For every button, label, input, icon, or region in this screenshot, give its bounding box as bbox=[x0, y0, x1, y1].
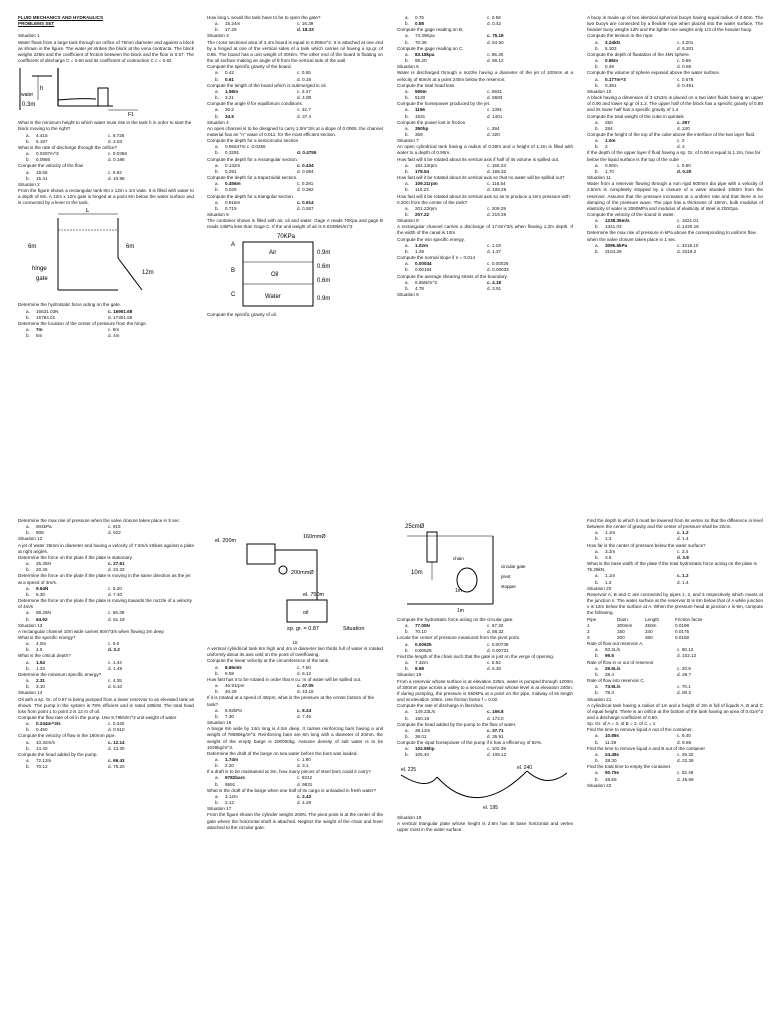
question: Compute the depth of floatation of the 4kN sphere. bbox=[587, 51, 690, 57]
option-row: b. 0.88 d. 0.42 bbox=[405, 21, 502, 27]
question: Determine the draft of the barge on sea water before the bars was loaded. bbox=[207, 750, 358, 756]
option-row: a. 16631.03N c. 16951.68 bbox=[26, 308, 133, 314]
option-row: a. 0.00044 c. 0.00029 bbox=[405, 261, 509, 267]
situation-heading: 15 bbox=[292, 640, 298, 645]
question: Find the total time to empty the container. bbox=[587, 764, 672, 770]
column-8 bbox=[587, 518, 763, 789]
situation-heading: Situation 14 bbox=[18, 690, 43, 696]
question: Compute the power lost in friction bbox=[397, 119, 466, 125]
option-row: a. 1.02m c. 1.19 bbox=[405, 242, 501, 248]
option-row: b. 70.10 d. 56.32 bbox=[405, 629, 504, 635]
fig-d3-label: 12m bbox=[142, 270, 154, 277]
question: Rate of flow into reservoir C. bbox=[587, 678, 645, 684]
option-row: b. 4.5 d. 3.2 bbox=[26, 647, 120, 653]
question: What is the critical depth? bbox=[18, 653, 71, 659]
option-row: b. 0.391 d. 0.491 bbox=[595, 82, 694, 88]
option-row: b. 36.01 d. 35.91 bbox=[405, 733, 504, 739]
option-row: b. 7.30 d. 7.45 bbox=[215, 713, 312, 719]
option-row: a. 0.50m c. 0.60 bbox=[595, 162, 691, 168]
option-row: a. 10.88s c. 9.40 bbox=[595, 733, 691, 739]
fig-hinge-label: hinge bbox=[32, 266, 47, 273]
situation-heading: Situation 16 bbox=[207, 720, 232, 726]
option-row: b. 1341.03 d. 1420.18 bbox=[595, 224, 699, 230]
situation-text: A jet of water 25mm in diameter and having a velocity of 7.5m/s strikes against a plate at right angles. bbox=[18, 542, 194, 554]
situation-heading: Situation 18 bbox=[397, 672, 422, 678]
option-row: a. 0.244m^3/s c. 0.340 bbox=[26, 721, 125, 727]
option-row: a. 904kPa c. 915 bbox=[26, 524, 121, 530]
question: Compute the height of the top of the cube above the interface of the two layer fluid. bbox=[587, 131, 756, 137]
situation-text: A rectangular channel carries a discharge of 17.6m^3/s when flowing 1.2m depth. If the width of the canal is 10m bbox=[397, 224, 573, 236]
question: How fast has it to be rotated in order that 6 cu. m of water will be spilled out. bbox=[207, 676, 362, 682]
situation-text: A vertical cylindrical tank 6m high and 4m in diameter two thirds full of water is rotated uniformly about its axis until on the point of overflowing. bbox=[207, 646, 383, 658]
question: Compute the horsepower produced by the jet. bbox=[397, 101, 491, 107]
question: Compute the total weight of the cube in quintals bbox=[587, 113, 684, 119]
question: Compute the rate of discharge in liters/sec. bbox=[397, 703, 485, 709]
option-row: b. 178.54 d. 168.32 bbox=[405, 168, 507, 174]
question: Find the time to remove liquid A out of the container. bbox=[587, 727, 693, 733]
question: If the depth of the upper layer if fluid having a sp. Gr. of 0.90 is equal to 1.2m, how far below the liquid surface is the top of the cube bbox=[587, 150, 761, 162]
option-row: b. 95.20 d. 86.12 bbox=[405, 58, 504, 64]
valley-pipe-figure bbox=[397, 761, 573, 813]
option-row: a. 7.32m c. 5.92 bbox=[405, 660, 501, 666]
option-row: b. 1.3 d. 1.4 bbox=[595, 579, 689, 585]
fig-height-label: 10m bbox=[411, 570, 423, 576]
option-row: a. 1.54 c. 1.44 bbox=[26, 659, 122, 665]
fig-gate-label: circular gate bbox=[501, 564, 526, 569]
option-row: b. 3.6 d. 3.8 bbox=[595, 554, 689, 560]
option-row: a. 93.2L/s c. 90.12 bbox=[595, 647, 694, 653]
option-row: a. 3095.5kPa c. 3219.10 bbox=[595, 242, 699, 248]
option-row: b. 0.450 d. 0.510 bbox=[26, 727, 125, 733]
doc-title: FLUID MECHANICS AND HYDRAULICS bbox=[18, 15, 104, 20]
question: What is the minimum height to which water must rise in the tank h in order to start the block moving to the right? bbox=[18, 120, 192, 132]
option-row: a. 1.1m c. 1.2 bbox=[595, 530, 689, 536]
option-row: a. 7m c. 6m bbox=[26, 327, 120, 333]
option-row: a. 0.0297m^3 c. 0.0356 bbox=[26, 151, 127, 157]
fig-elev-195: el. 195 bbox=[483, 804, 499, 811]
option-row: b. 5120 d. 5683 bbox=[405, 95, 503, 101]
question: Determine the max rise of pressure when the valve closure takes place in 5 sec bbox=[18, 518, 180, 523]
option-row: b. 3 d. 4 bbox=[595, 144, 685, 150]
fig-d-label: 0.3m bbox=[22, 102, 36, 109]
question: Compute the volume of sphere exposed above the water surface. bbox=[587, 70, 721, 76]
option-row: b. 359 d. 320 bbox=[405, 131, 500, 137]
option-row: a. 25.6L/s c. 20.9 bbox=[595, 665, 691, 671]
situation-heading: Situation 22 bbox=[587, 782, 612, 788]
option-row: a. 73.9L/s c. 70.1 bbox=[595, 684, 691, 690]
fig-dim-3: 0.6m bbox=[317, 278, 331, 285]
question: Compute the velocity of the sound in water. bbox=[587, 212, 675, 217]
question: Compute the min specific energy. bbox=[397, 236, 465, 242]
option-row: b. 15784.01 d. 17301.58 bbox=[26, 314, 133, 320]
column-5 bbox=[18, 518, 194, 770]
option-row: a. 4.0m c. 5.0 bbox=[26, 641, 120, 647]
option-row: b. 207.22 d. 219.39 bbox=[405, 212, 507, 217]
fig-gate-label: gate bbox=[36, 276, 48, 283]
question: Compute the flow rate of oil in the pump. Use 9.79kN/m^3 unit weight of water bbox=[18, 715, 177, 720]
option-row: a. 0.86m c. 0.69 bbox=[595, 58, 691, 64]
option-row: a. 250 c. 297 bbox=[595, 119, 690, 125]
situation-text: A cylindrical tank having a radius of 1m and a height of 3m is full of liquids A, B and C of equal height. There is an orifice at the bottom of the tank having an area of 0.01m^2 and a discharge coefficient of 0.60. bbox=[587, 702, 763, 720]
option-row: a. 0.177m^3 c. 0.578 bbox=[595, 76, 694, 82]
fig-pressure-label: 70KPa bbox=[277, 234, 296, 241]
question: Compute the tension in the rope. bbox=[587, 33, 654, 39]
situation-text: A buoy is made up of two identical spherical buoys having equal radius of 0.60m. The two buoys are connected by a flexible rope when placed into the water surface. The heavier buoy weighs 12N and the lighter one weighs only 1/3 of the heavier buoy. bbox=[587, 15, 763, 33]
fig-water-label: Water bbox=[265, 294, 281, 301]
option-row: b. 28.30 d. 22.39 bbox=[595, 758, 694, 764]
option-row: a. 1156 c. 1391 bbox=[405, 107, 503, 113]
option-row: b. 0.00194 d. 0.00033 bbox=[405, 267, 509, 273]
option-row: a. 1.74m c. 1.90 bbox=[215, 756, 311, 762]
table-row: 1 300mm 450m 0.0198 bbox=[587, 622, 690, 628]
table-row: 3 200 360 0.0168 bbox=[587, 634, 690, 640]
option-row: a. 69.29N c. 66.39 bbox=[26, 610, 125, 616]
option-row: a. 30.2 c. 32.7 bbox=[215, 107, 311, 113]
option-row: a. 9782bars c. 9312 bbox=[215, 775, 313, 781]
situation-text: The cross sectional area of 3.4m board is equal to 0.005m^2. It is attached at one end by a hinged at one of the vertical sides of a tank which carries oil having a sp.gr. of 0.85. The board has a unit weight of 30N/m. The other end of the board is floating on the oil surface making an angle of θ from the vertical side of the wall. bbox=[207, 39, 383, 64]
question: Compute the gage reading on C. bbox=[397, 45, 464, 51]
option-row: b. 34.5 d. 37.4 bbox=[215, 113, 312, 119]
option-row: a. 0.75 c. 0.56 bbox=[405, 15, 501, 20]
situation-text: Reservoir A, B and C are connected by pipes 1, 2, and 3 respectively which meets at the junction x. The water surface at the reservoir B is 6m below that of A while junction x is 12m below the surface at A. When the pressure head at junction x is 9m, compute the following. bbox=[587, 591, 763, 616]
option-row: b. 150.19 d. 172.0 bbox=[405, 715, 504, 721]
situation-text: Water flows from a large tank through an orifice of 75mm diameter and against a block as shown in the figure. The water jet strikes the block at the vena contracta. The block weighs 225N and the coefficient of friction between the block and the floor is 0.57. The coefficient of discharge C = 0.60 and its coefficient of contraction C c = 0.62 bbox=[18, 39, 194, 64]
option-row: b. 70.12 d. 75.20 bbox=[26, 764, 125, 770]
column-2 bbox=[207, 15, 383, 319]
fig-gage-c: C bbox=[231, 292, 236, 299]
option-row: b. 5m d. 4m bbox=[26, 333, 120, 339]
doc-subtitle: PROBLEMS SET bbox=[18, 21, 55, 27]
question: Determine the hydrostatic force acting on the gate. bbox=[18, 302, 121, 308]
option-row: b. 0.61 d. 0.18 bbox=[215, 76, 312, 82]
option-row: b. 1.33 d. 1.49 bbox=[26, 665, 123, 671]
option-row: b. 5.187 d. 2.53 bbox=[26, 138, 123, 144]
fig-b-label: 1m bbox=[455, 588, 462, 594]
table-header: Pipe Diam. Length Friction factor bbox=[587, 616, 703, 622]
option-row: b. 6.30 d. 7.40 bbox=[26, 591, 123, 597]
situation-text: The container shown is filled with air, oil and water. Gage A reads 70Kpa and gage B reads 14kPa less than Gage C. If the unit weight of air is 0.0236kN/m^3 bbox=[207, 218, 383, 230]
question: How fast will it be rotated about its vertical axis so as to produce a zero pressure with 0.20m from the center of the tank? bbox=[397, 193, 570, 205]
situation-text: Oil with a sp. Gr. of 0.87 is being pumped from a lower reservoir to an elevated tank as shown. The pump in the system is 78% efficient and is rated 185kW. The total head loss from point 1 to point 2 is 12 m of oil. bbox=[18, 696, 194, 714]
option-row: a. 0.06547m c. 0.0256 bbox=[215, 144, 266, 150]
option-row: b. 0.291 d. 0.084 bbox=[215, 168, 314, 174]
question: Compute the head added by the pump. bbox=[18, 751, 98, 757]
situation-heading: Situation 13 bbox=[18, 622, 43, 628]
option-row: a. 45.91rpm c. 47.05 bbox=[215, 683, 314, 689]
fig-bottom-label: 1m bbox=[457, 608, 464, 614]
option-row: a. 25.35N c. 27.61 bbox=[26, 561, 125, 567]
option-row: b. 6.59 d. 6.12 bbox=[215, 670, 312, 676]
option-row: b. 5.103 d. 6.201 bbox=[595, 45, 694, 51]
option-row: a. 0.00625 c. 0.00739 bbox=[405, 641, 509, 647]
option-row: a. 18.65 c. 6.82 bbox=[26, 169, 122, 175]
question: Compute the linear velocity at the circumference of the tank. bbox=[207, 658, 330, 664]
situation-text: An open cylindrical tank having a radius of 0.30m and a height of 1.2m is filled with water to a depth of 0.90m. bbox=[397, 144, 573, 156]
option-row: b. 0.49 d. 0.68 bbox=[595, 64, 692, 70]
question: If it is rotated at a speed of 48rpm, what is the pressure at the center bottom of the tank? bbox=[207, 695, 374, 707]
option-row: a. 1.1m c. 1.2 bbox=[595, 573, 689, 579]
question: Determine the max rise of pressure in kPa above the corresponding to uniform flow when the valve closure takes place in 1 sec. bbox=[587, 230, 756, 242]
option-row: b. 110.23 d. 108.29 bbox=[405, 187, 507, 193]
option-row: a. 1.58m c. 2.47 bbox=[215, 88, 311, 94]
fig-oil-label: Oil bbox=[271, 272, 279, 279]
fig-elev-1: el. 200m bbox=[215, 538, 237, 544]
question: Compute the total head loss. bbox=[397, 82, 456, 88]
question: Determine the force on the plate if the plate is moving towards the nozzle of a velocity of 4m/s bbox=[18, 598, 192, 610]
circular-gate-figure bbox=[397, 520, 573, 615]
column-7 bbox=[397, 518, 573, 833]
fig-force-label: F1 bbox=[128, 112, 134, 119]
option-row: a. 201.23rpm c. 209.29 bbox=[405, 205, 506, 211]
option-row: b. 0.3291 d. 0.4755 bbox=[215, 150, 317, 156]
option-row: a. 9.94N c. 5.20 bbox=[26, 585, 122, 591]
question: Compute the velocity of flow in the 160mm pipe. bbox=[18, 733, 116, 739]
fig-pipe-1: 160mmØ bbox=[303, 534, 326, 540]
option-row: b. 20.45 d. 22.33 bbox=[26, 567, 125, 573]
air-oil-water-container-figure bbox=[207, 232, 383, 310]
option-row: a. 184.23rpm c. 156.23 bbox=[405, 162, 506, 168]
option-row: a. 1.0m c. 2 bbox=[595, 138, 685, 144]
question: What is the base width of the plate if the total hydrostatic force acting on the plate is 76.28kN. bbox=[587, 561, 757, 573]
question: Determine the force on the plate if the plate is stationary. bbox=[18, 554, 133, 560]
option-row: a. 4.415 c. 6.725 bbox=[26, 132, 125, 138]
column-1 bbox=[18, 15, 194, 339]
question: Compute the angle θ for equilibrium conditions. bbox=[207, 101, 304, 107]
situation-heading: Situation 21 bbox=[587, 696, 612, 702]
option-row: b. 284 d. 240 bbox=[595, 125, 690, 131]
question: Find the depth to which it must be lowered from its vertex so that the difference in level between the center of gravity and the center of pressure shall be 20cm. bbox=[587, 518, 763, 530]
fig-air-label: Air bbox=[269, 250, 277, 257]
option-row: b. 3.21 d. 4.08 bbox=[215, 95, 312, 101]
column-3 bbox=[397, 15, 573, 298]
situation-text: From a reservoir whose surface is at elevation 225m, water is pumped through 1200m of 300mm pipe across a valley to a second reservoir whose level is at elevation 240m. If during pumping, the pressure is 550kPa at a point on the pipe, midway of its length and at elevation 195m. Use friction factor f = 0.02. bbox=[397, 678, 573, 703]
question: If a draft is to be maintained at 3m, how many pieces of steel bars could it carry? bbox=[207, 769, 371, 775]
option-row: b. 2.12 d. 4.28 bbox=[215, 800, 312, 806]
question: How fast will it be rotated about its vertical axis so that no water will be spilled out? bbox=[397, 175, 565, 181]
situation-text: A block having a dimension of 3 x3x3m is placed on a two later fluids having an upper of 0.90 and lower sp.gr of 1.2. The upper half of the block has a specific gravity of 0.80 and its lower half has a specific gravity of 1.4 bbox=[587, 95, 763, 113]
situation-heading: Situation 12 bbox=[18, 536, 43, 542]
question: Compute the hydrostatic force acting on the circular gate. bbox=[397, 617, 514, 622]
situation-heading: Situation 8 bbox=[397, 218, 419, 224]
option-row: a. 350hp c. 394 bbox=[405, 125, 500, 131]
situation-text: Water from a reservoir flowing through a non rigid 600mm dia pipe with a velocity of 2.5m/s is completely stopped by a closure of a valve situated 1050m from the reservoir. Assume that the pressure increases at a uniform rate and that there is no damping of the pressure wave. The pipe has a thickness of 18mm, bulk modulus of elasticity of water is 2060MPa and modulus of elasticity of steel is 200Gpa. bbox=[587, 181, 763, 211]
situation-text: A barge 8m wide by 14m long is 4.5m deep. It carries reinforcing bars having a unit weight of 78590kg/m^3. Reinforcing bars are 6m long with a diameter of 20mm. the weight of the empty barge is 200000kg. Assume density of salt water is to be 1026kg/m^3. bbox=[207, 726, 383, 750]
situation-heading: Situation 19 bbox=[397, 814, 422, 820]
situation-text: A vertical triangular plate whose height is 2.6m has its base horizontal and vertex upper most in the water surface. bbox=[397, 820, 573, 832]
option-row: b. 2.20 d. 3.1 bbox=[215, 763, 309, 769]
option-row: a. 3.24kN c. 4.201 bbox=[595, 39, 694, 45]
situation-text: A rectangular channel 10m wide carries 60m^3/s when flowing 3m deep bbox=[18, 628, 164, 634]
fig-gage-b: B bbox=[231, 268, 236, 275]
option-row: b. 1.70 d. 0.20 bbox=[595, 168, 692, 174]
option-row: b. 0.00529 d. 0.00731 bbox=[405, 647, 509, 653]
question: Compute the average shearing stress of the boundary. bbox=[397, 273, 508, 279]
option-row: a. 50.75s c. 52.49 bbox=[595, 770, 694, 776]
fig-chain-label: chain bbox=[453, 556, 464, 561]
question: Compute the input horsepower of the pump if it has a efficiency of 82%. bbox=[397, 740, 543, 746]
question: Compute the depth for a trapezoidal section. bbox=[207, 175, 298, 181]
fig-dim-1: 0.9m bbox=[317, 250, 331, 257]
option-row: b. 1.29 d. 1.37 bbox=[405, 248, 502, 254]
option-row: a. 565m c. 5931 bbox=[405, 88, 503, 94]
situation-text: An open channel is to be designed to carry 1.0m^3/s at a slope of 0.0065. the channel material has an "n" value of 0.011. for the most efficient section. bbox=[207, 125, 383, 137]
fig-h-label: h bbox=[40, 86, 44, 93]
option-row: a. 77.05N c. 67.32 bbox=[405, 623, 504, 629]
option-row: a. 74.39Kpa c. 75.18 bbox=[405, 33, 504, 39]
situation-heading: Situation 4 bbox=[207, 119, 229, 125]
option-row: a. 0.42 c. 0.55 bbox=[215, 70, 311, 76]
situation-heading: Situation 7 bbox=[397, 138, 419, 144]
fig-oil-label: oil bbox=[303, 610, 309, 616]
question: Compute the gage reading on B. bbox=[397, 27, 464, 33]
option-row: b. 0.719 d. 0.557 bbox=[215, 205, 314, 211]
option-row: a. 3.2m c. 3.4 bbox=[595, 548, 689, 554]
fig-stopper-label: stopper bbox=[501, 584, 517, 589]
option-row: b. 11.39 d. 9.59 bbox=[595, 739, 692, 745]
option-row: a. 0.815m c. 0.614 bbox=[215, 199, 314, 205]
situation-heading: Situation 3 bbox=[207, 33, 229, 39]
situation-heading: Situation 5 bbox=[207, 212, 229, 217]
question: What is the specific energy? bbox=[18, 634, 76, 640]
option-row: a. 72.12m c. 69.43 bbox=[26, 758, 125, 764]
situation-heading: Situation 17 bbox=[207, 806, 232, 812]
fig-pipe-2: 200mmØ bbox=[291, 570, 314, 576]
question: Find the length of the chain such that the gate is just on the verge of opening. bbox=[397, 653, 555, 659]
question: Compute the depth for a rectangular section. bbox=[207, 156, 298, 162]
option-row: a. 38.12m c. 37.71 bbox=[405, 727, 504, 733]
question: Compute the velocity of the flow bbox=[18, 163, 84, 169]
fig-elev-225: el. 225 bbox=[401, 766, 417, 773]
option-row: a. 3.12m c. 2.43 bbox=[215, 793, 312, 799]
option-row: b. 17.29 d. 18.33 bbox=[215, 27, 314, 33]
question: Compute the specific gravity of oil. bbox=[207, 312, 277, 318]
question: How long L would the tank have to be to open the gate? bbox=[207, 15, 321, 20]
fig-dim-2: 0.6m bbox=[317, 264, 331, 271]
fig-elev-240: el. 240 bbox=[517, 764, 533, 771]
option-row: a. 83.18kpa c. 85.30 bbox=[405, 51, 504, 57]
question: Determine the location of the center of pressure from the hinge. bbox=[18, 320, 147, 326]
question: Rate of flow in or out of reservoir bbox=[587, 659, 654, 665]
fig-l-label: L bbox=[86, 208, 90, 215]
option-row: a. 8.86m/s c. 7.50 bbox=[215, 664, 311, 670]
option-row: a. 10.32m/s c. 12.14 bbox=[26, 739, 125, 745]
question: How far is the center of pressure below the water surface? bbox=[587, 542, 706, 548]
option-row: b. 1.3 d. 1.4 bbox=[595, 536, 689, 542]
option-row: a. 109.21rpm c. 116.54 bbox=[405, 181, 506, 187]
option-row: a. 149.23L/s c. 166.8 bbox=[405, 709, 504, 715]
fig-elev-2: el. 750m bbox=[303, 592, 325, 598]
option-row: b. 99.5 d. 102.12 bbox=[595, 653, 697, 659]
fig-d1-label: 6m bbox=[28, 244, 37, 251]
option-row: a. 6.92kPa c. 8.24 bbox=[215, 707, 312, 713]
pump-reservoir-figure bbox=[207, 520, 383, 638]
situation-text: From the figure shown the cylinder weighs 200N. The pivot point is at the center of the gate where the horizontal shaft is attached. Neglect the weight of the chain and lever attached to the circular gate. bbox=[207, 812, 383, 830]
option-row: b. 28.4 d. 29.7 bbox=[595, 671, 692, 677]
situation-heading: Situation 1 bbox=[18, 33, 40, 39]
question: Compute the depth for a triangular section. bbox=[207, 193, 295, 199]
fig-diameter-label: 25cmØ bbox=[405, 524, 425, 530]
option-row: b. 0.0956 d. 0.186 bbox=[26, 157, 125, 163]
question: Compute the head added by the pump to the flow of water. bbox=[397, 721, 517, 727]
option-row: b. 0.029 d. 0.392 bbox=[215, 187, 314, 193]
question: Compute the specific gravity of the board. bbox=[207, 64, 292, 70]
option-row: a. 0.456m c. 0.281 bbox=[215, 181, 314, 187]
orifice-tank-figure bbox=[18, 66, 194, 118]
situation-heading: Situation 20 bbox=[587, 585, 612, 591]
option-row: a. 5.55N/m^2 c. 4.18 bbox=[405, 279, 502, 285]
question: Determine the force on the plate if the plate is moving in the same direction as the jet at a speed of 3m/s. bbox=[18, 573, 191, 585]
option-row: b. 14.40 d. 13.30 bbox=[26, 745, 125, 751]
option-row: b. 64.92 d. 61.19 bbox=[26, 616, 125, 622]
option-row: b. 1531 d. 1401 bbox=[405, 113, 503, 119]
question: Compute the length of the board which is submerged in oil. bbox=[207, 82, 327, 88]
situation-heading: Situation 11 bbox=[587, 175, 611, 181]
question: Compute the depth for a semicircular section bbox=[207, 138, 299, 144]
option-row: b. 78.3 d. 80.2 bbox=[595, 690, 692, 696]
fig-sp-label: sp. gr. = 0.87 bbox=[287, 626, 319, 632]
option-row: a. 24.48s c. 29.32 bbox=[595, 751, 694, 757]
option-row: b. 48.59 d. 45.69 bbox=[595, 776, 694, 782]
fig-water-label: water bbox=[21, 92, 34, 99]
question: Rate of flow out reservoir A. bbox=[587, 641, 644, 647]
question: Find the time to remove liquid A and B out of the container bbox=[587, 745, 705, 751]
option-row: b. 3.10 d. 5.10 bbox=[26, 684, 123, 690]
question: Locate the center of pressure measured from the pivot point. bbox=[397, 635, 521, 641]
option-row: a. 0.132m c. 0.434 bbox=[215, 162, 314, 168]
option-row: b. 15.41 d. 10.86 bbox=[26, 175, 125, 181]
fig-gage-a: A bbox=[231, 242, 236, 249]
option-row: b. 40.29 d. 43.16 bbox=[215, 689, 314, 695]
situation-heading: Situation 6 bbox=[397, 64, 419, 70]
question: Compute the normal slope if n = 0.014 bbox=[397, 255, 476, 261]
situation-heading: Situation 2 bbox=[18, 181, 40, 187]
option-row: a. 15.24m c. 16.39 bbox=[215, 21, 314, 27]
option-row: a. 1238.35m/s c. 1821.01 bbox=[595, 218, 699, 224]
option-row: b. 3104.29 d. 3319.2 bbox=[595, 248, 697, 254]
question: Determine the minimum specific energy? bbox=[18, 671, 102, 677]
option-row: b. 9591 d. 9831 bbox=[215, 781, 313, 787]
question: What is the rate of discharge through the orifice? bbox=[18, 144, 118, 150]
column-6 bbox=[207, 518, 383, 831]
option-row: a. 2.31 c. 4.35 bbox=[26, 678, 122, 684]
option-row: b. 105.40 d. 108.12 bbox=[405, 752, 507, 758]
question: What is the draft of the barge when one half of its cargo is unloaded in fresh water? bbox=[207, 787, 377, 793]
fig-situation-label: Situation bbox=[343, 626, 365, 632]
fig-dim-4: 0.9m bbox=[317, 296, 331, 303]
fig-d2-label: 6m bbox=[126, 244, 135, 251]
option-row: b. 4.78 d. 3.91 bbox=[405, 285, 502, 291]
situation-text: Water is discharged through a nozzle having a diameter of the jet of 100mm at a velocity of 60m/s at a point 240m below the reservoir. bbox=[397, 70, 573, 82]
option-row: a. 102.55hp c. 102.39 bbox=[405, 746, 506, 752]
option-row: b. 70.39 d. 64.50 bbox=[405, 39, 504, 45]
situation-heading: Situation 10 bbox=[587, 88, 612, 94]
situation-text: From the figure shows a rectangular tank 8m x 12m x 1m wide. It is filled with water to a depth of 6m. A 12m x 12m gate is hinged at a point 6m below the water surface and is connected by a lever to the tank. bbox=[18, 187, 194, 206]
column-4 bbox=[587, 15, 763, 255]
table-row: 2 150 240 0.0175 bbox=[587, 628, 690, 634]
situation-heading: Situation 9 bbox=[397, 292, 419, 298]
option-row: b. 908 d. 922 bbox=[26, 530, 121, 536]
fig-pivot-label: pivot bbox=[501, 574, 511, 579]
option-row: b. 8.58 d. 6.30 bbox=[405, 666, 502, 672]
question: How fast will it be rotated about its vertical axis if half of its volume is spilled out. bbox=[397, 156, 560, 162]
specific-gravity-note: Sp. Gr. of A = 3, of B = 2, of C = 1 bbox=[587, 721, 656, 727]
hinged-gate-figure bbox=[18, 208, 194, 300]
